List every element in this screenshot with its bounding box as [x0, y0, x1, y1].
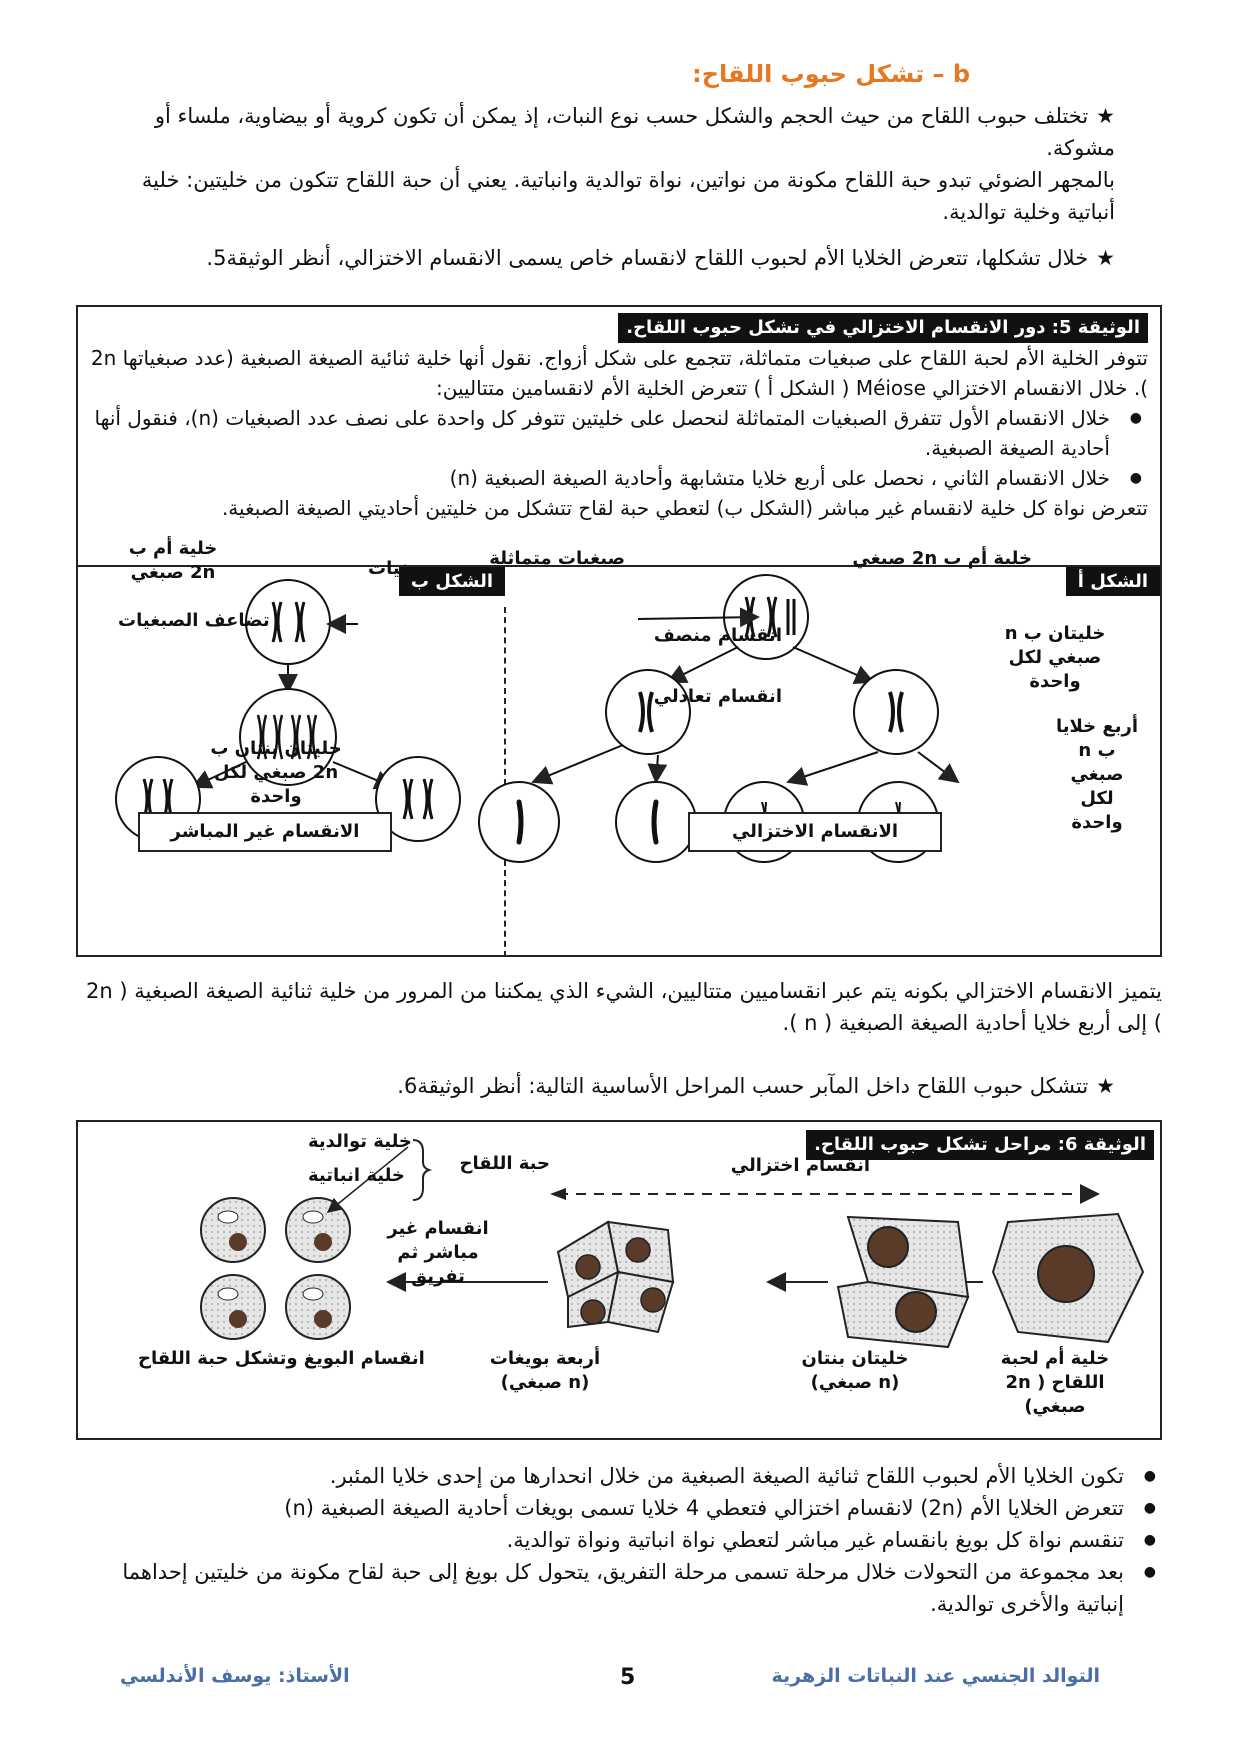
footer-teacher: الأستاذ: يوسف الأندلسي: [120, 1665, 350, 1687]
fig-b-chromosomes-label: صبغيات: [368, 558, 436, 579]
intro-paragraph-2: بالمجهر الضوئي تبدو حبة اللقاح مكونة من نواتين، نواة توالدية وانباتية. يعني أن حبة اللقاح تتكون من خليتين: خلية أنباتية وخلية توالدية.: [141, 168, 1115, 224]
footer-course: التوالد الجنسي عند النباتات الزهرية: [771, 1665, 1100, 1687]
summary-item: ● بعد مجموعة من التحولات خلال مرحلة تسمى مرحلة التفريق، يتحول كل بويغ إلى حبة لقاح مكونة من خليتين إحداهما إنباتية والأخرى توالدية.: [72, 1556, 1162, 1620]
star-icon: ★: [1096, 104, 1115, 128]
doc6-meiosis-label: انقسام اختزالي: [730, 1155, 870, 1176]
doc5-intro-text: تتوفر الخلية الأم لحبة اللقاح على صبغيات متماثلة، تتجمع على شكل أزواج. نقول أنها خلية ثنائية الصيغة الصبغية (عدد صبغياتها 2n ). خلال الانقسام الاختزالي Méiose ( الشكل أ ) تتعرض الخلية الأم لانقسامين متتاليين:: [90, 346, 1148, 400]
doc6-generative-label: خلية توالدية: [308, 1131, 412, 1152]
fig-a-mother-cell-label: خلية أم ب 2n صبغي: [852, 548, 1032, 569]
doc6-box: [76, 1120, 1162, 1440]
doc6-label: الوثيقة 6: مراحل تشكل حبوب اللقاح.: [806, 1130, 1154, 1160]
doc6-vegetative-label: خلية انباتية: [308, 1165, 405, 1186]
summary-list: [72, 1460, 1162, 1620]
star-icon: ★: [1096, 246, 1115, 270]
star-icon: ★: [1096, 1074, 1115, 1098]
doc5-bullet-2: ● خلال الانقسام الثاني ، نحصل على أربع خلايا متشابهة وأحادية الصيغة الصبغية (n): [90, 463, 1148, 493]
doc6-stage2-label: خليتان بنتان (n صبغي): [801, 1348, 909, 1393]
doc6-stage3-label: أربعة بويغات (n صبغي): [489, 1348, 601, 1393]
after-doc5-paragraph: يتميز الانقسام الاختزالي بكونه يتم عبر انقساميين متتاليين، الشيء الذي يمكننا من المرور من خلية ثنائية الصيغة الصبغية ( 2n ) إلى أربع خلايا أحادية الصيغة الصبغية ( n ).: [86, 979, 1162, 1035]
footer-page-number: 5: [620, 1665, 636, 1690]
fig-b-duplication-label: تضاعف الصبغيات: [118, 610, 270, 631]
fig-a-equational-label: انقسام تعادلي: [653, 686, 782, 707]
fig-b-daughters-label: خليتان بنتان ب 2n صبغي لكل واحدة: [210, 738, 342, 807]
intro-paragraph-3: ★خلال تشكلها، تتعرض الخلايا الأم لحبوب اللقاح لانقسام خاص يسمى الانقسام الاختزالي، أنظر الوثيقة5.: [206, 246, 1115, 270]
doc6-stage4-label: انقسام البويغ وتشكل حبة اللقاح: [138, 1348, 425, 1369]
fig-a-four-cells-label: أربع خلايا ب n صبغي لكل واحدة: [1055, 716, 1138, 833]
intro-doc6: ★تتشكل حبوب اللقاح داخل المآبر حسب المراحل الأساسية التالية: أنظر الوثيقة6.: [397, 1074, 1115, 1098]
doc5-figures-box: [76, 538, 1162, 957]
doc5-text-box: [76, 305, 1162, 567]
fig-b-tag: الشكل ب: [399, 567, 505, 596]
section-title: b – تشكل حبوب اللقاح:: [692, 60, 970, 88]
fig-a-homologous-label: صبغيات متماثلة: [489, 548, 625, 569]
intro-block: [115, 100, 1115, 274]
doc6-mitosis-label: انقسام غير مباشر ثم تفريق: [387, 1218, 489, 1287]
summary-item: ● تنقسم نواة كل بويغ بانقسام غير مباشر لتعطي نواة انباتية ونواة توالدية.: [72, 1524, 1162, 1556]
doc5-conclusion-text: تتعرض نواة كل خلية لانقسام غير مباشر (الشكل ب) لتعطي حبة لقاح تتشكل من خليتين أحاديتي الصيغة الصبغية.: [221, 496, 1148, 520]
doc6-stage1-label: خلية أم لحبة اللقاح ( 2n صبغي): [1000, 1348, 1110, 1417]
fig-a-caption: الانقسام الاختزالي: [688, 812, 942, 852]
summary-item: ● تتعرض الخلايا الأم (2n) لانقسام اختزالي فتعطي 4 خلايا تسمى بويغات أحادية الصيغة الصبغية (n): [72, 1492, 1162, 1524]
fig-a-two-cells-label: خليتان ب n صبغي لكل واحدة: [1004, 623, 1106, 692]
fig-b-mother-cell-label: خلية أم ب 2n صبغي: [128, 538, 218, 583]
doc5-label: الوثيقة 5: دور الانقسام الاختزالي في تشكل حبوب اللقاح.: [618, 313, 1148, 343]
fig-a-tag: الشكل أ: [1066, 567, 1160, 596]
intro-paragraph-1: ★تختلف حبوب اللقاح من حيث الحجم والشكل حسب نوع النبات، إذ يمكن أن تكون كروية أو بيضاوية، ملساء أو مشوكة.: [154, 104, 1115, 160]
doc6-pollen-grain-label: حبة اللقاح: [459, 1153, 550, 1174]
doc5-bullet-1: ● خلال الانقسام الأول تتفرق الصبغيات المتماثلة لنحصل على خليتين تتوفر كل واحدة على نصف عدد الصبغيات (n)، فنقول أنها أحادية الصيغة الصبغية.: [90, 403, 1148, 463]
fig-a-reductional-label: انقسام منصف: [653, 625, 782, 646]
fig-b-caption: الانقسام غير المباشر: [138, 812, 392, 852]
summary-item: ● تكون الخلايا الأم لحبوب اللقاح ثنائية الصيغة الصبغية من خلال انحدارها من إحدى خلايا المئبر.: [72, 1460, 1162, 1492]
